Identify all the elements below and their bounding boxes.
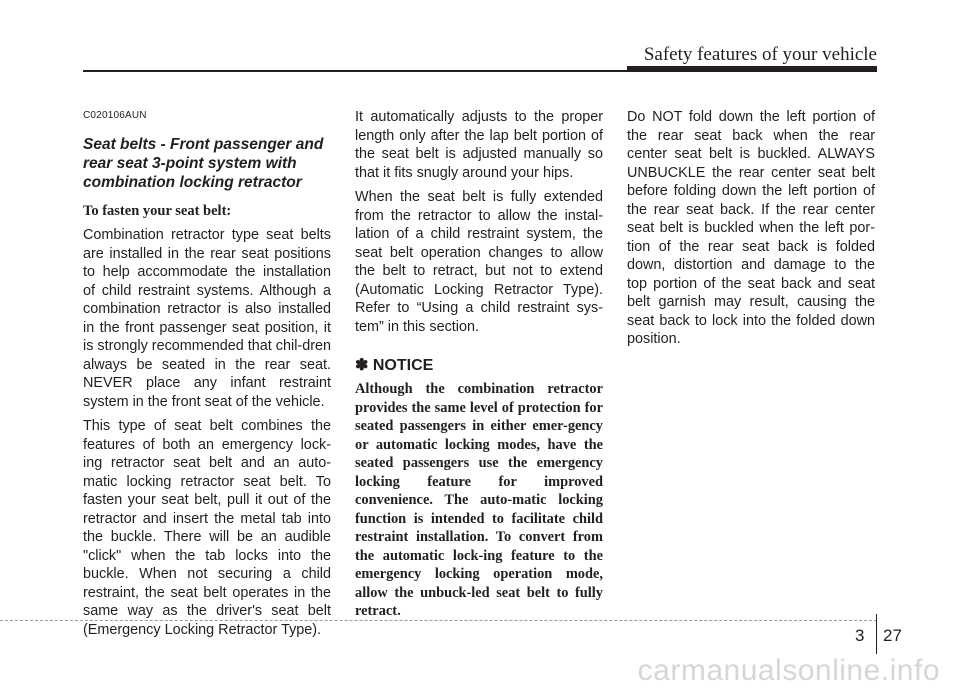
paragraph: It automatically adjusts to the proper length only after the lap belt portion of the seat belt is adjusted manually so that it fits snugly around your hips.: [355, 109, 603, 181]
paragraph: When the seat belt is fully extended from the retractor to allow the instal-lation of a child restraint system, the seat belt operation changes to allow the belt to retract, but not to extend (Automatic Locking Retractor Type). Refer to “Using a child restraint sys-tem” in this section.: [355, 189, 603, 335]
notice-heading: ✽ NOTICE: [355, 357, 434, 374]
chapter-number: 3: [855, 626, 865, 645]
page-divider: [876, 614, 877, 654]
fasten-label: To fasten your seat belt:: [83, 203, 232, 219]
column-2: [355, 108, 603, 621]
section-code: C020106AUN: [83, 110, 147, 121]
paragraph: Combination retractor type seat belts are installed in the rear seat positions to help accommodate the installation of child restraint systems. Although a combination retractor is also installed in the front passenger seat position, it is strongly recommended that chil-dren always be seated in the rear seat. NEVER place any infant restraint system in the front seat of the vehicle.: [83, 227, 331, 410]
column-3: [627, 108, 875, 355]
paragraph: Do NOT fold down the left portion of the rear seat back when the rear center seat belt is buckled. ALWAYS UNBUCKLE the rear center seat belt before folding down the left portion of the rear seat back. If the rear center seat belt is buckled when the left por-tion of the rear seat back is folded down, distortion and damage to the top portion of the seat back and seat belt garnish may result, causing the seat back to lock into the folded down position.: [627, 109, 875, 347]
column-1: [83, 108, 331, 645]
section-subtitle: Seat belts - Front passenger and rear seat 3-point system with combination locking retractor: [83, 136, 324, 191]
footer-rule: [0, 620, 877, 621]
watermark-logo: carmanualsonline.info: [637, 654, 940, 687]
paragraph: This type of seat belt combines the features of both an emergency lock-ing retractor seat belt and an auto-matic locking retractor seat belt. To fasten your seat belt, pull it out of the retractor and insert the metal tab into the buckle. There will be an audible "click" when the tab locks into the buckle. When not securing a child restraint, the seat belt operates in the same way as the driver's seat belt (Emergency Locking Retractor Type).: [83, 418, 331, 638]
header-title: Safety features of your vehicle: [643, 44, 877, 65]
header-tab: [627, 66, 877, 72]
notice-body: Although the combination retractor provides the same level of protection for seated passengers in either emer-gency or automatic locking modes, have the seated passengers use the emergency locking feature for improved convenience. The auto-matic locking function is intended to facilitate child restraint installation. To convert from the automatic lock-ing feature to the emergency locking operation mode, allow the unbuck-led seat belt to fully retract.: [355, 381, 603, 619]
page-number: 27: [883, 626, 902, 645]
